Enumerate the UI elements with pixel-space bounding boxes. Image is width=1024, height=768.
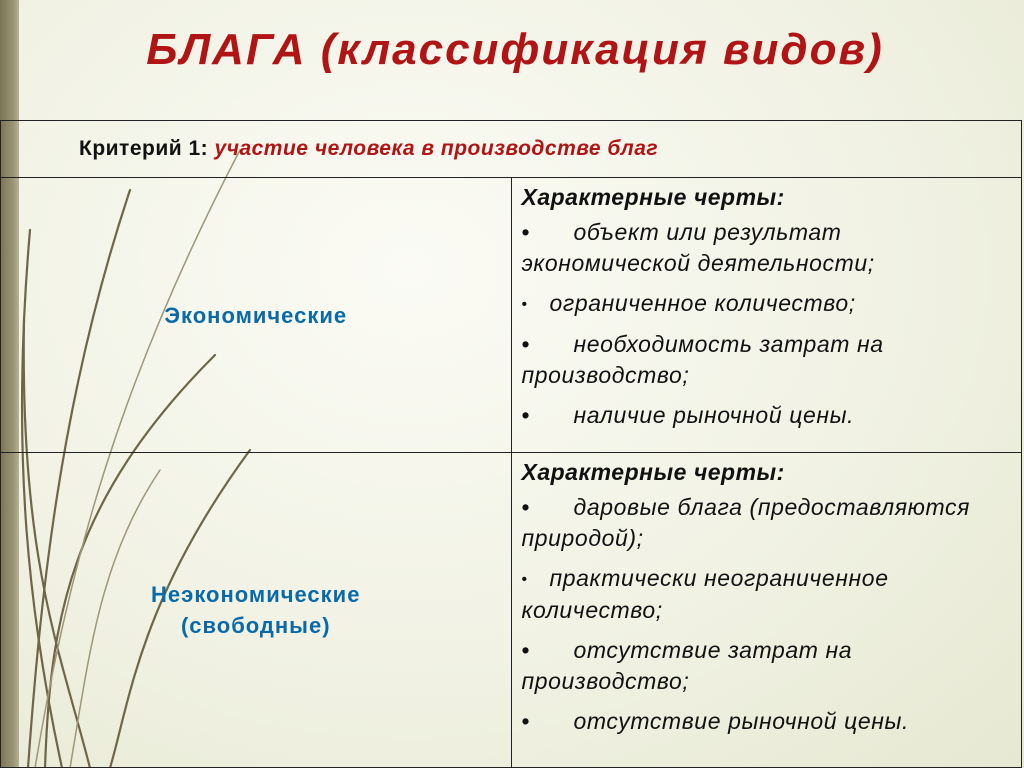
table-row: [1, 178, 1022, 453]
criterion-text: участие человека в производстве благ: [214, 137, 659, 160]
list-item: • отсутствие затрат на производство;: [521, 637, 853, 694]
bullet-icon: •: [521, 219, 531, 245]
list-item: • наличие рыночной цены.: [522, 400, 1012, 431]
category-name: Неэкономические (свободные): [151, 582, 361, 638]
bullet-icon: •: [521, 296, 528, 313]
bullet-icon: •: [521, 708, 531, 734]
criterion-cell: [1, 121, 1022, 178]
features-list: [522, 492, 1012, 737]
features-list: [522, 217, 1012, 431]
list-item: • ограниченное количество;: [522, 288, 1012, 320]
classification-table: [0, 120, 1022, 768]
list-item: • объект или результат экономической деятельности;: [521, 219, 875, 276]
features-heading: Характерные черты:: [521, 459, 785, 485]
list-item: • даровые блага (предоставляются природой);: [521, 494, 970, 551]
criterion-row: [1, 121, 1022, 178]
bullet-icon: •: [521, 571, 528, 588]
bullet-icon: •: [521, 402, 531, 428]
table-row: [1, 453, 1022, 768]
list-item: • необходимость затрат на производство;: [521, 331, 884, 388]
bullet-icon: •: [521, 494, 531, 520]
category-cell: [1, 453, 512, 768]
features-cell: [511, 178, 1022, 453]
bullet-icon: •: [521, 331, 531, 357]
bullet-icon: •: [521, 637, 531, 663]
category-cell: [1, 178, 512, 453]
features-cell: [511, 453, 1022, 768]
list-item: • практически неограниченное количество;: [521, 565, 889, 623]
category-name: Экономические: [164, 302, 348, 328]
list-item: • отсутствие рыночной цены.: [522, 706, 1012, 737]
features-heading: Характерные черты:: [521, 184, 785, 210]
criterion-label: Критерий 1:: [79, 137, 209, 160]
slide-title: БЛАГА (классификация видов): [146, 25, 884, 74]
